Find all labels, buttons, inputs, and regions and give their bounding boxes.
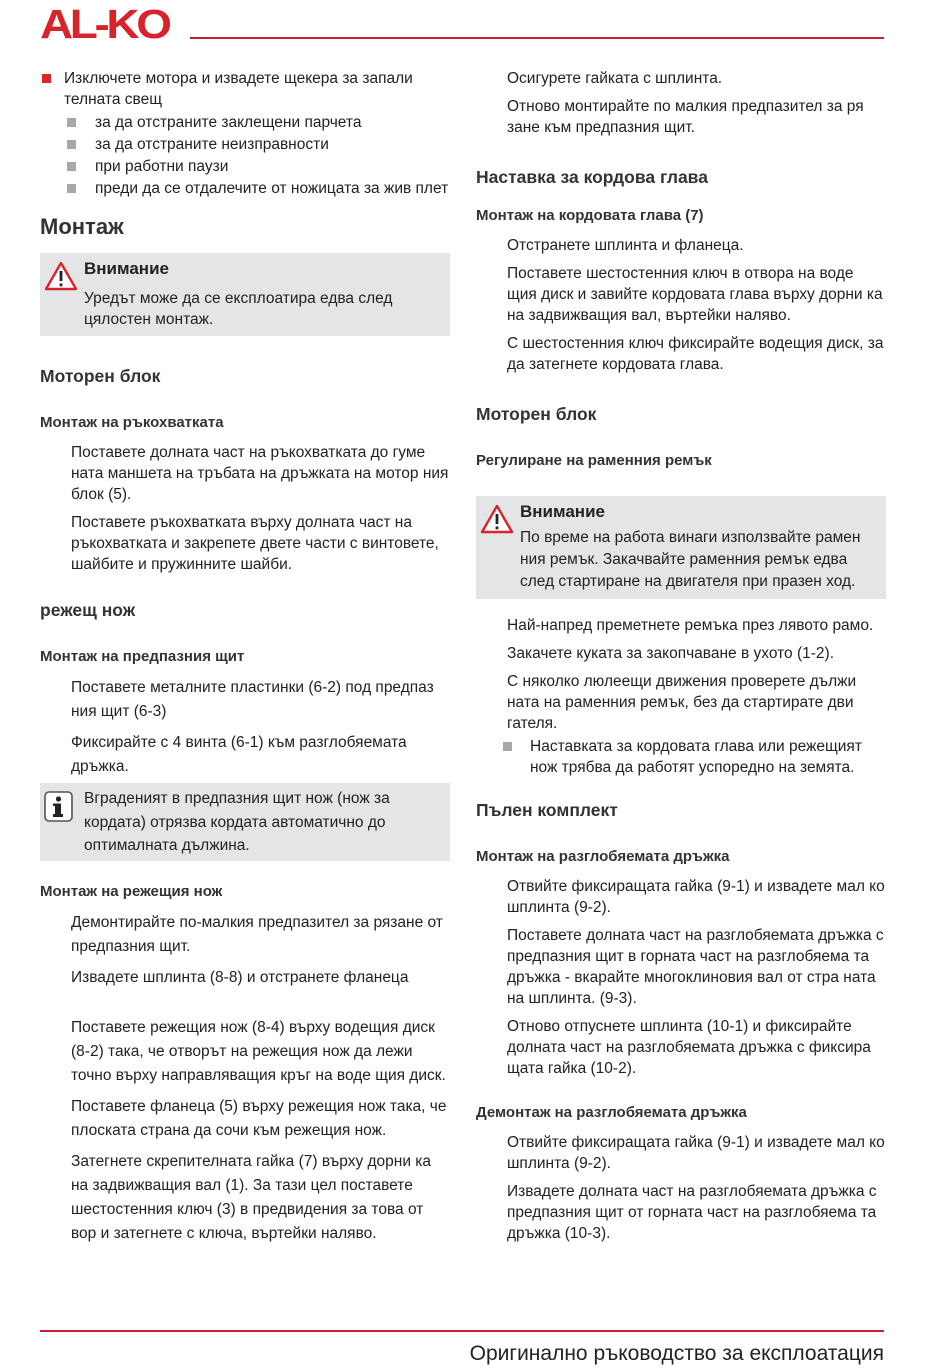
section-heading: режещ нож [40,600,136,620]
subsection-heading: Монтаж на ръкохватката [40,414,224,431]
paragraph: Поставете металните пластинки (6-2) под предпаз ния щит (6-3) [71,679,434,720]
gray-square-bullet-icon [67,162,76,171]
warning-triangle-icon [44,261,78,291]
gray-square-bullet-icon [503,742,512,751]
paragraph: Осигурете гайката с шплинта. [507,70,723,87]
footer-rule [40,1330,884,1332]
section-heading: Монтаж [40,214,124,239]
list-item: преди да се отдалечите от ножицата за жив плет [40,178,450,199]
brand-logo: AL-KO [40,1,169,47]
paragraph: С шестостенния ключ фиксирайте водещия диск, за да затегнете кордовата глава. [507,335,884,373]
paragraph: Най-напред преметнете ремъка през лявото рамо. [507,617,874,634]
gray-square-bullet-icon [67,118,76,127]
subsection-heading: Демонтаж на разглобяемата дръжка [476,1104,747,1121]
paragraph: Отвийте фиксиращата гайка (9-1) и извадете мал ко шплинта (9-2). [507,1134,885,1172]
subsection-heading: Регулиране на раменния ремък [476,452,712,469]
paragraph: Извадете шплинта (8-8) и отстранете фланеца [71,968,409,986]
paragraph: Поставете ръкохватката върху долната част на ръкохватката и закрепете двете части с винтовете, шайбите и пружинните шайби. [71,514,439,573]
warning-title: Внимание [520,502,605,521]
list-item: при работни паузи [40,156,450,177]
gray-square-bullet-icon [67,140,76,149]
warning-text: Уредът може да се експлоатира едва след цялостен монтаж. [84,290,393,328]
footer-title: Оригинално ръководство за експлоатация [469,1342,884,1365]
list-item: Изключете мотора и извадете щекера за запали телната свещ [40,68,450,110]
subsection-heading: Монтаж на предпазния щит [40,648,245,665]
list-item: за да отстраните заклещени парчета [40,112,450,133]
paragraph: Поставете режещия нож (8-4) върху водещия диск (8-2) така, че отворът на режещия нож да лежи точно върху направляващия кръг на воде щия диск. [71,1018,446,1084]
section-heading: Наставка за кордова глава [476,167,708,187]
red-square-bullet-icon [42,74,51,83]
warning-box [476,496,886,599]
paragraph: С няколко люлеещи движения проверете дължи ната на раменния ремък, без да стартирате дви гателя. [507,673,857,732]
warning-title: Внимание [84,259,169,278]
gray-square-bullet-icon [67,184,76,193]
section-heading: Моторен блок [40,366,161,386]
paragraph: Поставете долната част на ръкохватката до гуме ната маншета на тръбата на дръжката на мотор ния блок (5). [71,444,449,503]
section-heading: Пълен комплект [476,800,618,820]
warning-box [40,253,450,336]
paragraph: Закачете куката за закопчаване в ухото (1-2). [507,645,834,662]
list-item: Наставката за кордовата глава или режещият нож трябва да работят успоредно на земята. [476,736,886,778]
paragraph: Фиксирайте с 4 винта (6-1) към разглобяемата дръжка. [71,734,407,775]
subsection-heading: Монтаж на разглобяемата дръжка [476,848,730,865]
warning-text: По време на работа винаги използвайте рамен ния ремък. Закачвайте раменния ремък едва след стартиране на двигателя при празен ход. [520,529,861,590]
header-rule [190,37,884,39]
paragraph: Поставете фланеца (5) върху режещия нож така, че плоската страна да сочи към режещия нож. [71,1097,447,1139]
paragraph: Отвийте фиксиращата гайка (9-1) и извадете мал ко шплинта (9-2). [507,878,885,916]
paragraph: Отново отпуснете шплинта (10-1) и фиксирайте долната част на разглобяемата дръжка с фиксира щата гайка (10-2). [507,1018,871,1077]
right-column [476,68,886,1251]
warning-triangle-icon [480,504,514,534]
paragraph: Поставете шестостенния ключ в отвора на воде щия диск и завийте кордовата глава върху дорни ка на задвижващия вал, въртейки наляво. [507,265,883,324]
info-text: Вграденият в предпазния щит нож (нож за кордата) отрязва кордата автоматично до оптималната дължина. [84,790,390,854]
paragraph: Отново монтирайте по малкия предпазител за ря зане към предпазния щит. [507,98,864,136]
subsection-heading: Монтаж на кордовата глава (7) [476,207,704,224]
info-icon [44,791,73,822]
paragraph: Отстранете шплинта и фланеца. [507,237,744,254]
info-box [40,783,450,861]
paragraph: Демонтирайте по-малкия предпазител за рязане от предпазния щит. [71,913,443,955]
subsection-heading: Монтаж на режещия нож [40,882,223,900]
paragraph: Затегнете скрепителната гайка (7) върху дорни ка на задвижващия вал (1). За тази цел поставете шестостенния ключ (3) в предвидения за това от вор и затегнете с ключа, въртейки наляво. [71,1152,432,1242]
left-column [40,68,450,1246]
paragraph: Поставете долната част на разглобяемата дръжка с предпазния щит в горната част на разглобяема та дръжка - вкарайте многоклиновия вал от стра ната на шплинта. (9-3). [507,927,884,1007]
safety-list [40,68,450,199]
list-item: за да отстраните неизправности [40,134,450,155]
paragraph: Извадете долната част на разглобяемата дръжка с предпазния щит от горната част на разглобяема та дръжка (10-3). [507,1183,877,1242]
section-heading: Моторен блок [476,404,597,424]
